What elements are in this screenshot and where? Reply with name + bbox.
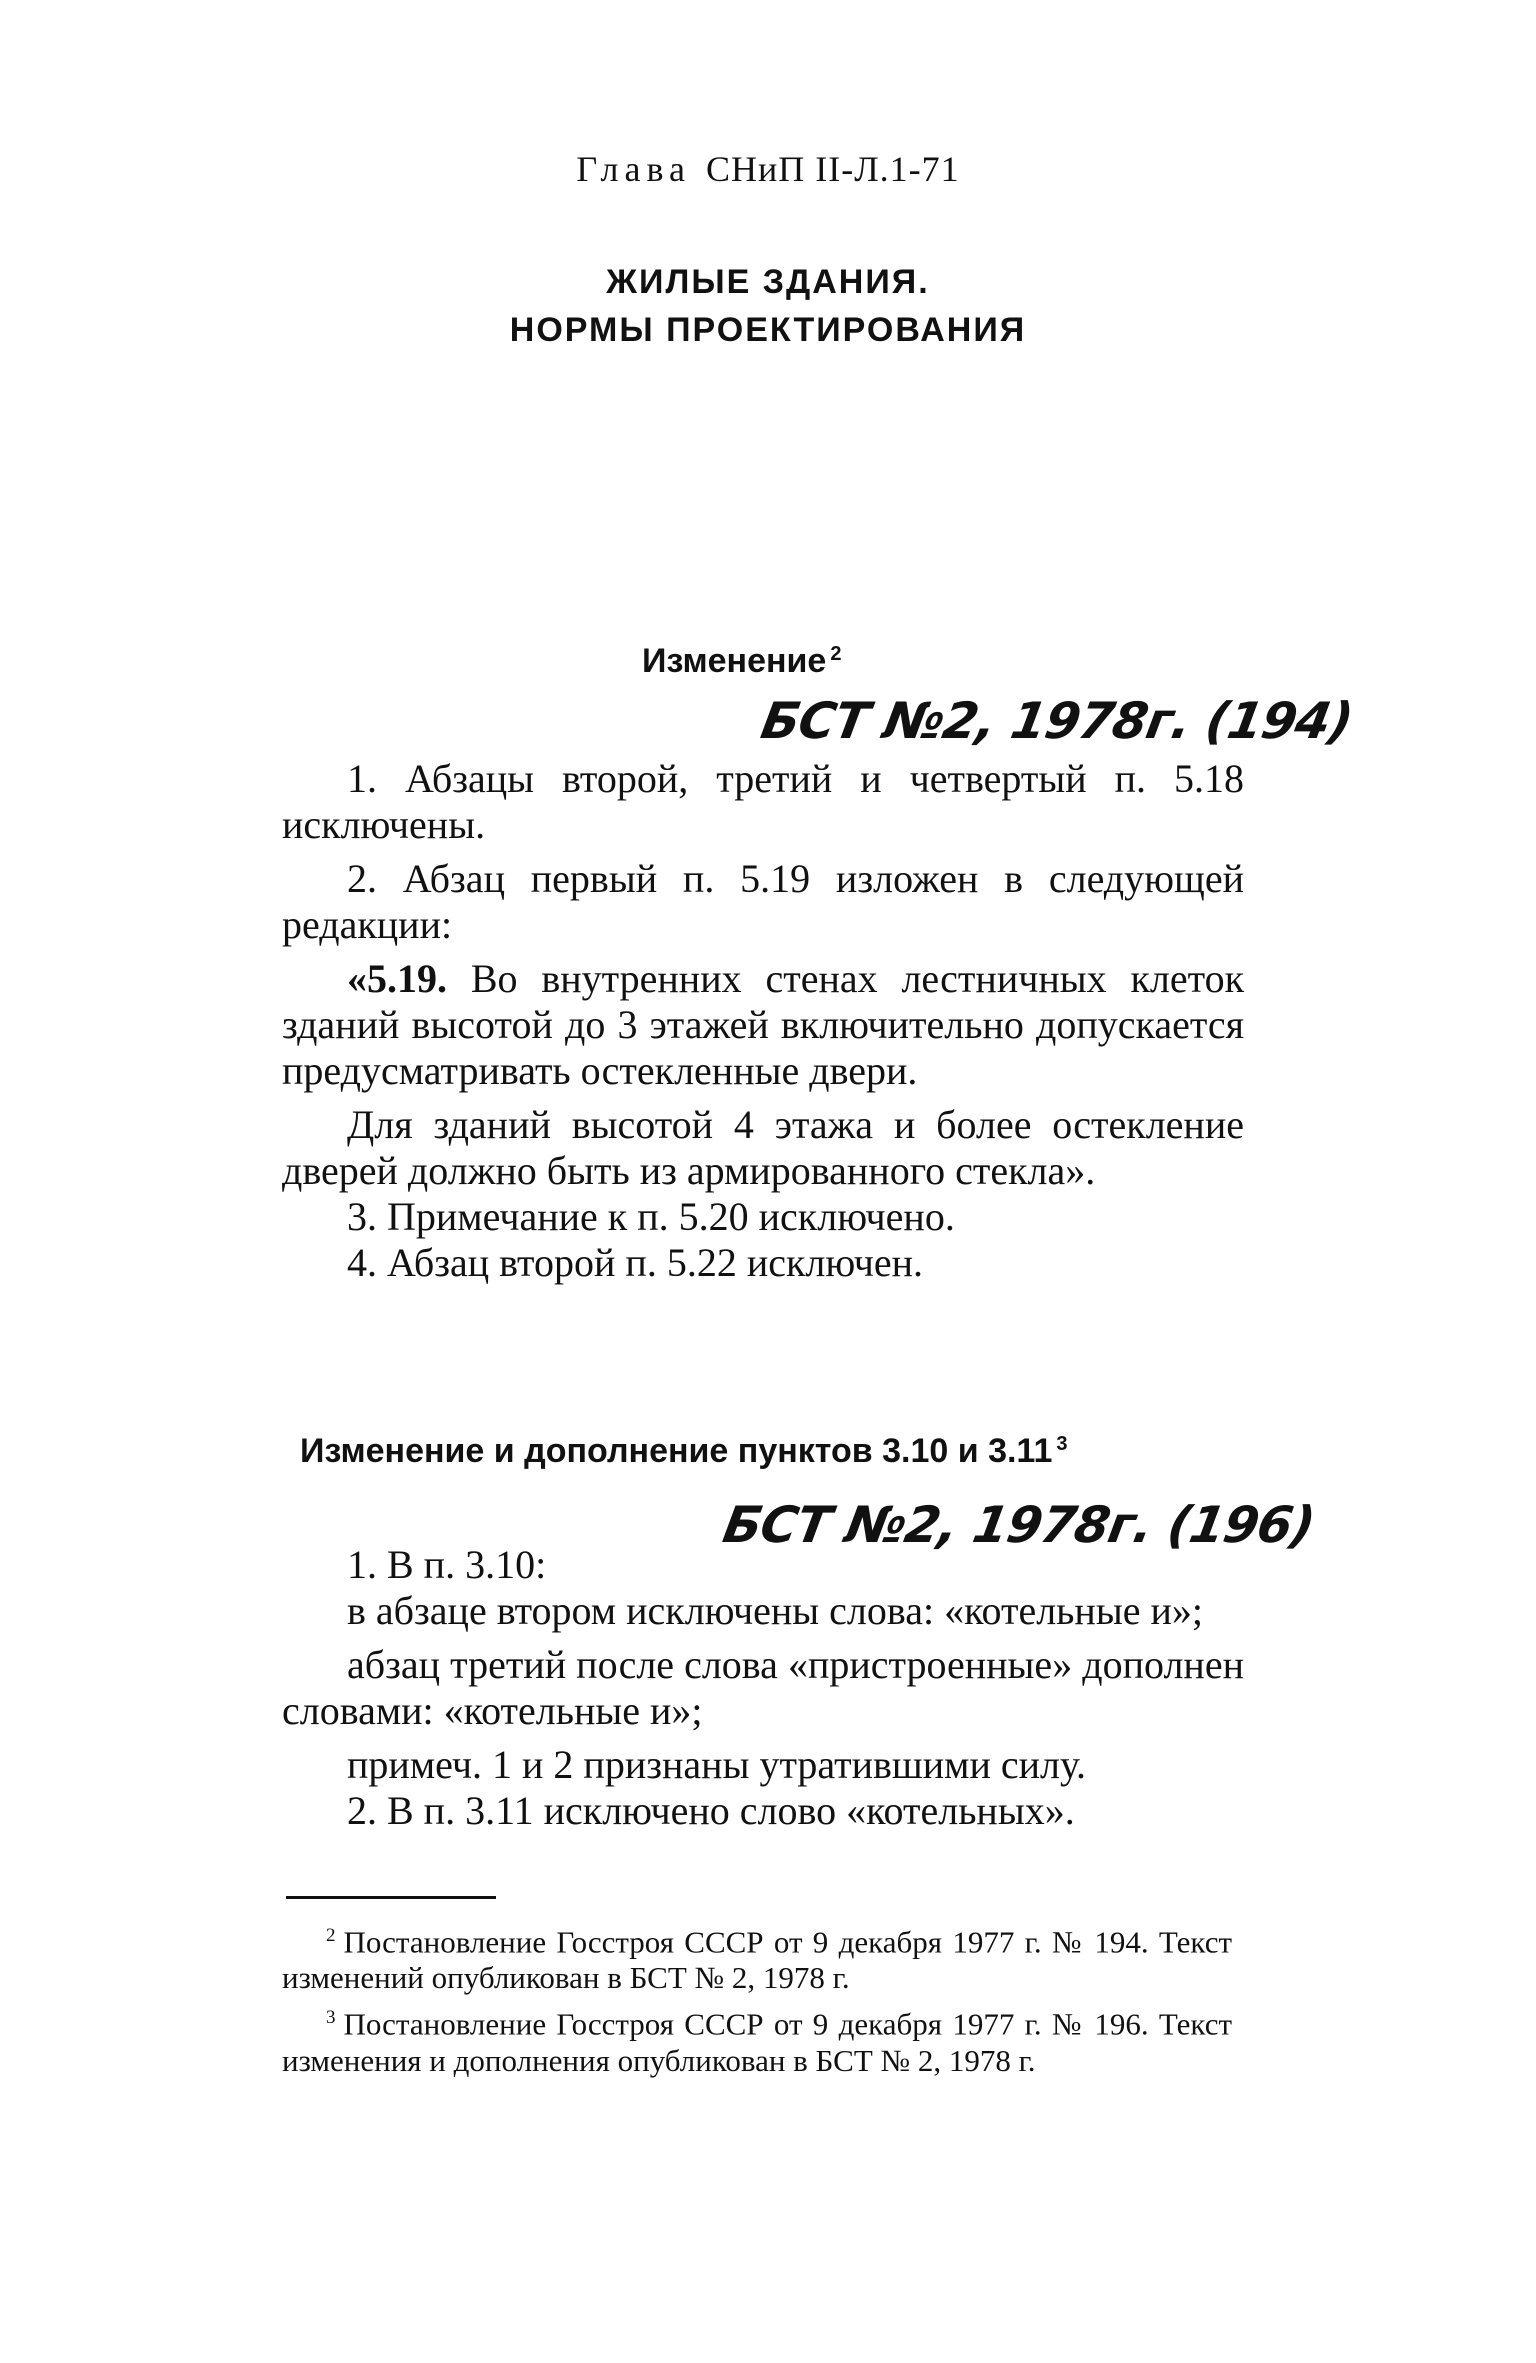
change-2-body [282, 1542, 1244, 1834]
change-2-heading-text: Изменение и дополнение пунктов 3.10 и 3.11 [300, 1432, 1053, 1470]
change-1-quote-continuation: Для зданий высотой 4 этажа и более остекление дверей должно быть из армированного стекла». [282, 1102, 1244, 1193]
handwritten-annotation-2: БСТ №2, 1978г. (196) [718, 1496, 1319, 1554]
change-1-body [282, 756, 1244, 1286]
document-title [0, 258, 1536, 354]
title-line-1: ЖИЛЫЕ ЗДАНИЯ. [606, 263, 930, 301]
change-2-subitem-c: примеч. 1 и 2 признаны утратившими силу. [347, 1742, 1086, 1787]
title-line-2: НОРМЫ ПРОЕКТИРОВАНИЯ [509, 311, 1027, 349]
change-1-heading-text: Изменение [642, 642, 827, 680]
footnote-2-mark: 2 [326, 1925, 336, 1946]
change-2-item-2: 2. В п. 3.11 исключено слово «котельных». [347, 1788, 1075, 1833]
change-1-item-4: 4. Абзац второй п. 5.22 исключен. [347, 1240, 924, 1285]
change-1-item-1: 1. Абзацы второй, третий и четвертый п. 5.18 исключены. [282, 756, 1244, 847]
change-2-subitem-b: абзац третий после слова «пристроенные» дополнен словами: «котельные и»; [282, 1642, 1244, 1733]
footnote-3-text: Постановление Госстроя СССР от 9 декабря 1977 г. № 196. Текст изменения и дополнения опубликован в БСТ № 2, 1978 г. [282, 2006, 1232, 2078]
chapter-code: СНиП II-Л.1-71 [705, 149, 960, 189]
footnote-2-text: Постановление Госстроя СССР от 9 декабря 1977 г. № 194. Текст изменений опубликован в БСТ № 2, 1978 г. [282, 1924, 1232, 1996]
change-2-heading [300, 1432, 1068, 1471]
handwritten-annotation-1: БСТ №2, 1978г. (194) [756, 692, 1357, 750]
chapter-reference [0, 148, 1536, 190]
change-1-item-2: 2. Абзац первый п. 5.19 изложен в следующей редакции: [282, 856, 1244, 947]
quote-text: Во внутренних стенах лестничных клеток зданий высотой до 3 этажей включительно допускается предусматривать остекленные двери. [282, 956, 1245, 1093]
footnote-3 [282, 2000, 1232, 2078]
change-2-subitem-a: в абзаце втором исключены слова: «котельные и»; [347, 1588, 1203, 1633]
change-1-heading [642, 642, 841, 681]
footnotes [282, 1918, 1232, 2083]
footnote-3-mark: 3 [326, 2007, 336, 2029]
change-2-item-1: 1. В п. 3.10: [347, 1542, 547, 1587]
footnote-2 [282, 1918, 1232, 1996]
quote-prefix: «5.19. [347, 956, 447, 1001]
footnote-mark-2: 2 [830, 642, 842, 665]
change-1-item-3: 3. Примечание к п. 5.20 исключено. [347, 1194, 955, 1239]
footnote-divider [286, 1896, 496, 1899]
chapter-label: Глава [576, 149, 691, 189]
change-1-quote-5-19 [282, 956, 1244, 1094]
footnote-mark-3: 3 [1056, 1432, 1068, 1455]
